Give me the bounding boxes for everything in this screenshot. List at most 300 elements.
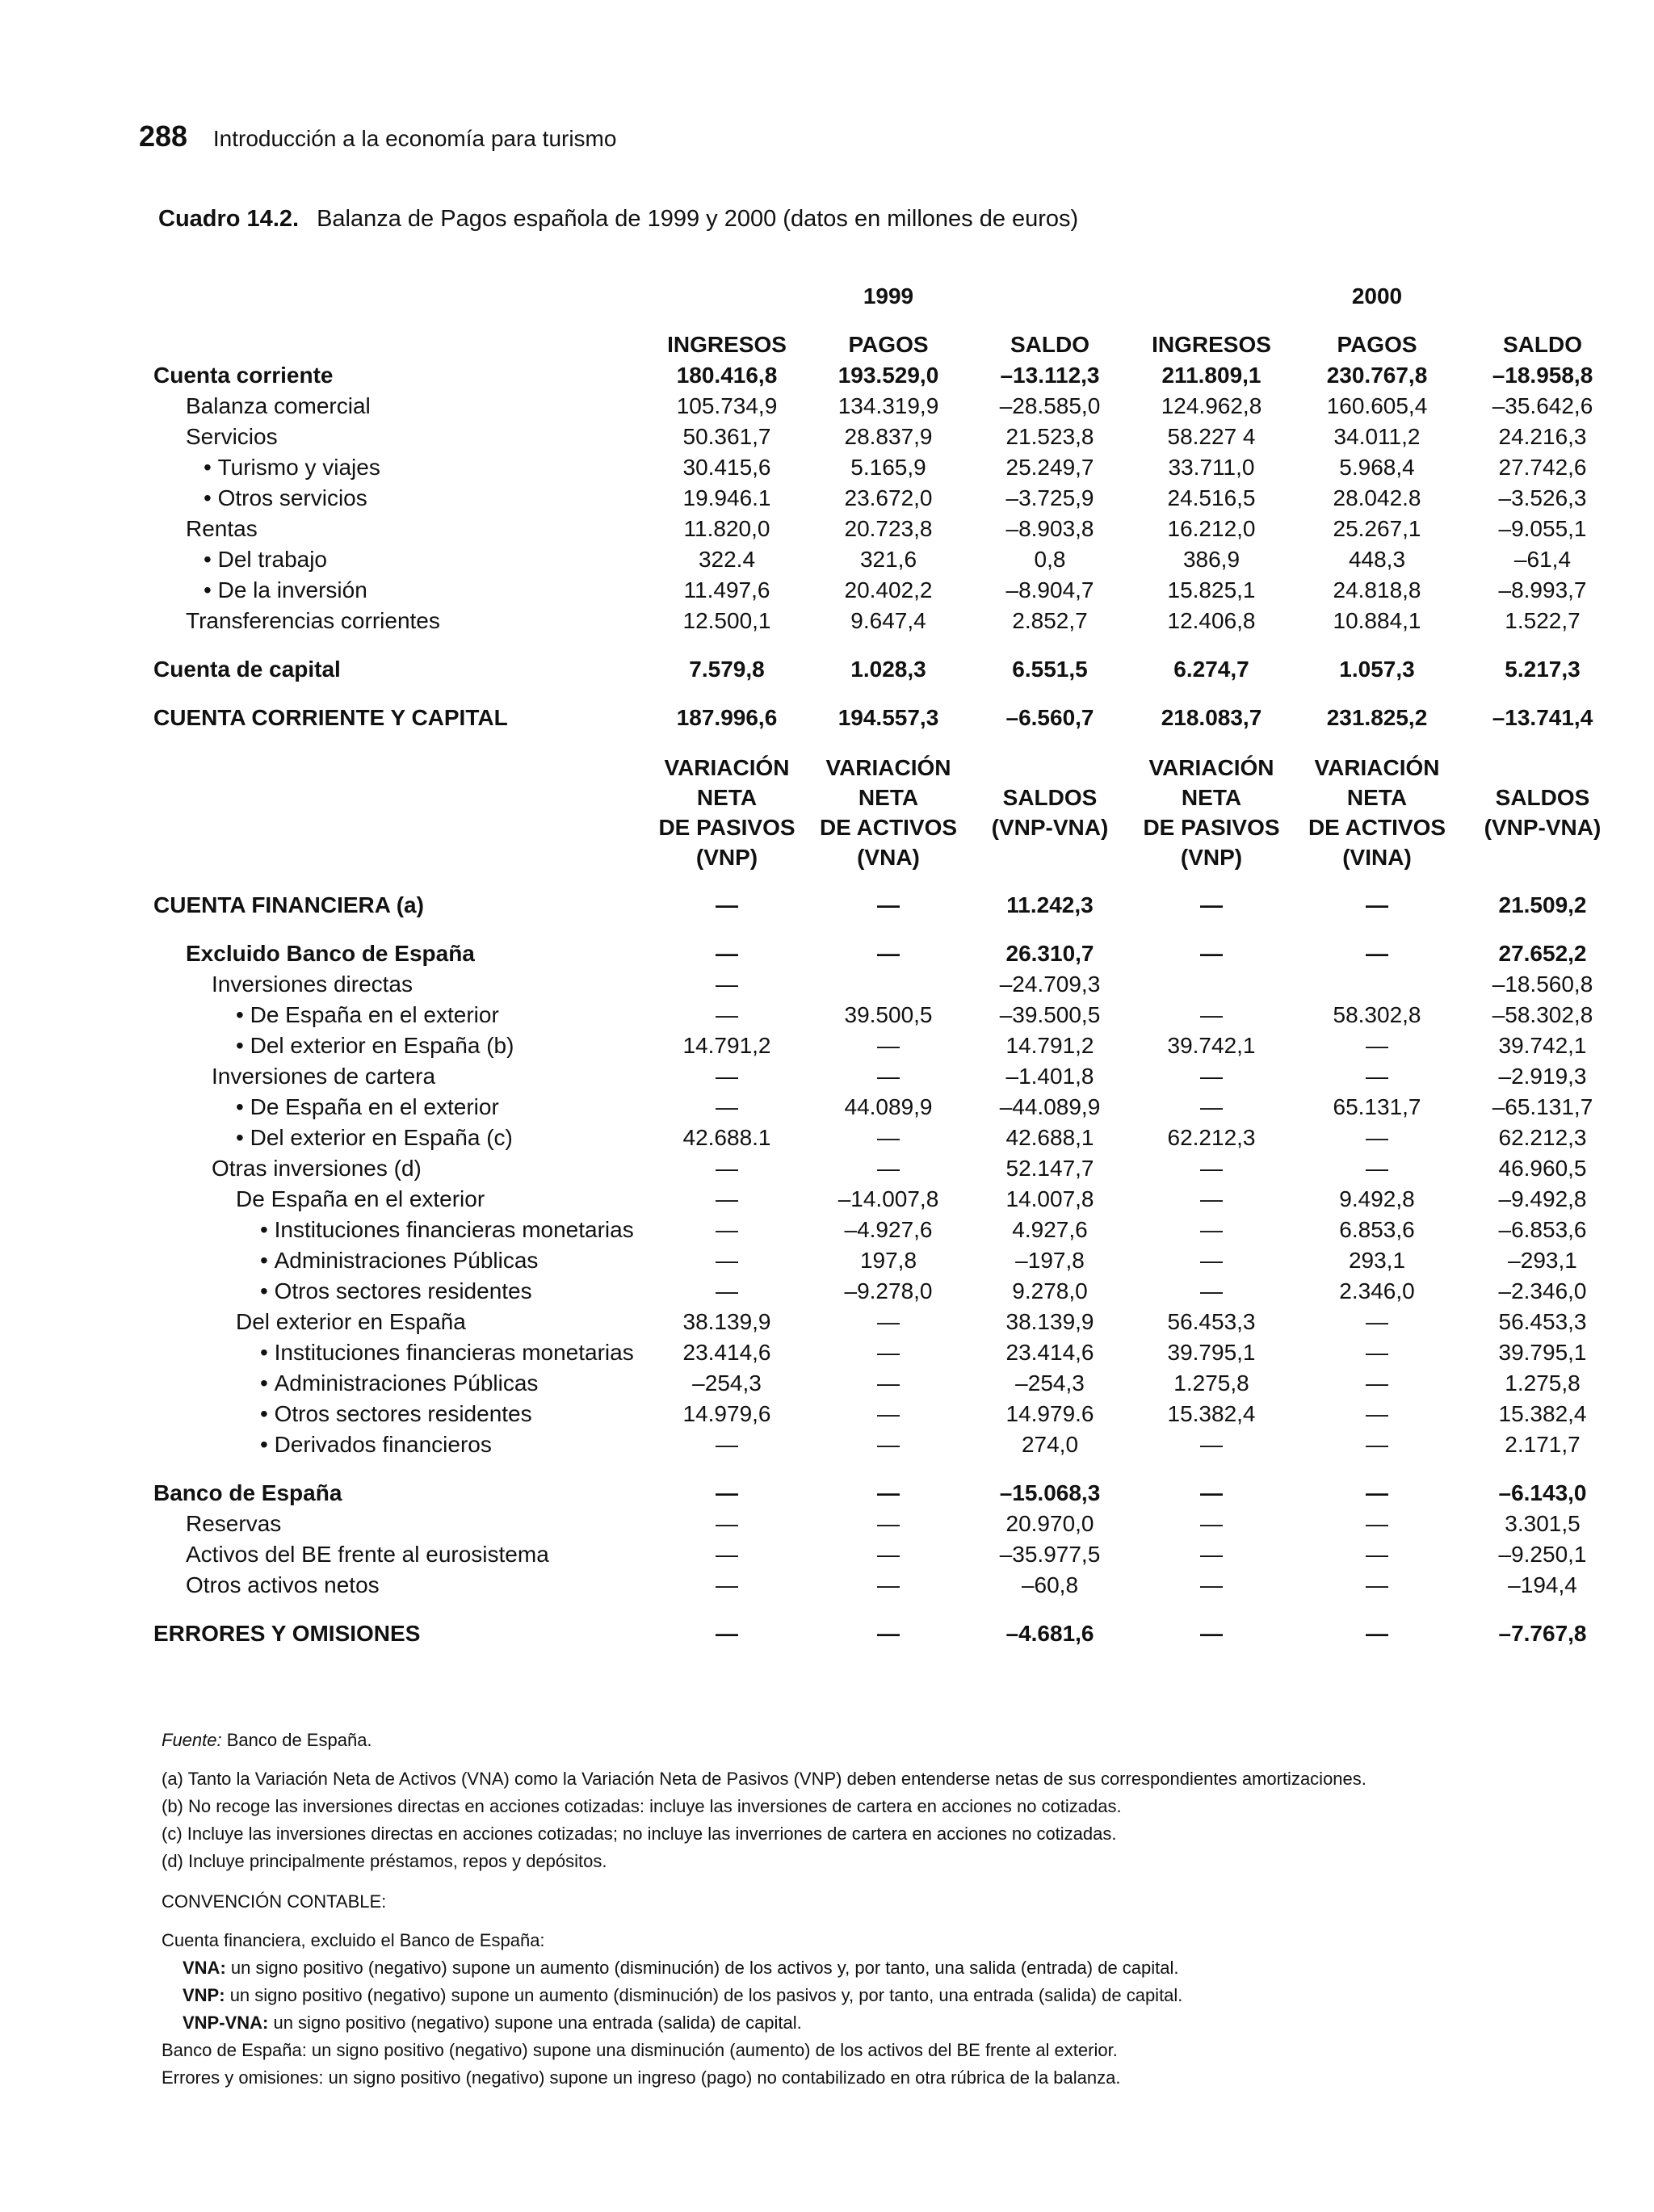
value-cell: — [1200, 1248, 1223, 1273]
value-cell: — [1366, 1156, 1388, 1181]
bank-of-spain-note: Banco de España: un signo positivo (negativo) supone una disminución (aumento) de los activos del BE frente al exterior. [162, 2040, 1118, 2060]
value-cell: — [877, 1370, 900, 1396]
value-cell: 9.492,8 [1339, 1186, 1415, 1211]
value-cell: 38.139,9 [1005, 1309, 1094, 1334]
value-cell: 39.500,5 [844, 1002, 933, 1027]
value-cell: — [716, 1542, 738, 1567]
value-cell: 42.688,1 [1005, 1125, 1094, 1150]
value-cell: — [1200, 1480, 1223, 1505]
value-cell: 23.414,6 [1005, 1340, 1094, 1365]
value-cell: 105.734,9 [676, 393, 778, 418]
value-cell: 194.557,3 [837, 705, 939, 730]
value-cell: 65.131,7 [1333, 1094, 1421, 1119]
value-cell: — [716, 1278, 738, 1303]
value-cell: — [877, 1125, 900, 1150]
value-cell: 134.319,9 [837, 393, 939, 418]
value-cell: 1.275,8 [1505, 1370, 1581, 1396]
col-pagos-2000: PAGOS [1337, 332, 1417, 357]
row-label: • Del exterior en España (c) [153, 1123, 646, 1153]
value-cell [1292, 969, 1462, 1000]
value-cell: –254,3 [692, 1370, 762, 1396]
row-label: Activos del BE frente al eurosistema [186, 1542, 549, 1567]
table-row [153, 1337, 1623, 1368]
row-label: Reservas [186, 1511, 282, 1536]
table-row [153, 703, 1623, 733]
page-number: 288 [139, 120, 188, 153]
value-cell: 231.825,2 [1326, 705, 1428, 730]
value-cell: 27.742,6 [1498, 455, 1587, 480]
value-cell: — [877, 1064, 900, 1089]
value-cell: — [1200, 1621, 1223, 1646]
value-cell: 58.227 4 [1167, 424, 1256, 449]
caption-label: Cuadro 14.2. [158, 206, 300, 232]
value-cell: — [716, 1217, 738, 1242]
col-vnp-1999: VARIACIÓN NETA DE PASIVOS (VNP) [658, 755, 796, 870]
value-cell: –28.585,0 [999, 393, 1101, 418]
value-cell: 2.852,7 [1012, 608, 1088, 633]
row-label: Rentas [186, 516, 258, 541]
table-row [153, 1429, 1623, 1460]
value-cell: –24.709,3 [999, 972, 1101, 997]
table-row [153, 1184, 1623, 1215]
value-cell: — [1366, 1401, 1388, 1426]
row-label: Balanza comercial [186, 393, 371, 418]
value-cell: — [1200, 1217, 1223, 1242]
value-cell: –65.131,7 [1492, 1094, 1593, 1119]
row-label: ERRORES Y OMISIONES [153, 1621, 421, 1646]
value-cell: — [716, 1094, 738, 1119]
value-cell: — [716, 1480, 738, 1505]
value-cell: — [1200, 1186, 1223, 1211]
value-cell: 21.509,2 [1498, 892, 1587, 917]
value-cell: –293,1 [1508, 1248, 1577, 1273]
row-label: De España en el exterior [236, 1186, 485, 1211]
table-row [153, 452, 1623, 483]
value-cell: –254,3 [1015, 1370, 1085, 1396]
value-cell: — [1366, 941, 1388, 966]
footnote-d: (d) Incluye principalmente préstamos, repos y depósitos. [162, 1851, 607, 1871]
value-cell: — [1366, 1064, 1388, 1089]
value-cell: — [1200, 1542, 1223, 1567]
table-row [153, 544, 1623, 575]
table-row [153, 1478, 1623, 1509]
value-cell: — [1200, 1572, 1223, 1597]
table-row [153, 890, 1623, 921]
source-note: Fuente: Banco de España. [162, 1730, 372, 1750]
value-cell: 5.968,4 [1339, 455, 1415, 480]
value-cell: — [877, 1156, 900, 1181]
value-cell: — [877, 1480, 900, 1505]
value-cell: –39.500,5 [999, 1002, 1101, 1027]
year-2000: 2000 [1351, 283, 1403, 309]
row-label: Inversiones directas [212, 972, 414, 997]
col-vna-1999: VARIACIÓN NETA DE ACTIVOS (VNA) [819, 755, 958, 870]
table-row [153, 483, 1623, 514]
value-cell: –60,8 [1021, 1572, 1079, 1597]
value-cell: 274,0 [1021, 1432, 1079, 1457]
table-row [153, 1245, 1623, 1276]
value-cell: — [1366, 1480, 1388, 1505]
col-saldo-1999: SALDO [1010, 332, 1089, 357]
value-cell: 2.171,7 [1505, 1432, 1581, 1457]
value-cell: — [877, 941, 900, 966]
value-cell: 448,3 [1348, 547, 1406, 572]
value-cell: — [1200, 1156, 1223, 1181]
value-cell: 39.742,1 [1498, 1033, 1587, 1058]
value-cell: — [877, 1621, 900, 1646]
value-cell: –9.055,1 [1498, 516, 1587, 541]
value-cell: — [716, 1002, 738, 1027]
value-cell: –2.346,0 [1498, 1278, 1587, 1303]
value-cell: 0,8 [1034, 547, 1066, 572]
table-row [153, 1061, 1623, 1092]
year-header-row [153, 265, 1623, 312]
value-cell: 6.853,6 [1339, 1217, 1415, 1242]
value-cell: 39.742,1 [1167, 1033, 1256, 1058]
value-cell: –14.007,8 [837, 1186, 939, 1211]
value-cell: — [1366, 1370, 1388, 1396]
value-cell: — [1366, 1432, 1388, 1457]
value-cell: 58.302,8 [1333, 1002, 1421, 1027]
value-cell [808, 969, 969, 1000]
row-label: Cuenta corriente [153, 363, 334, 388]
row-label: Transferencias corrientes [186, 608, 440, 633]
value-cell: 28.837,9 [844, 424, 933, 449]
footnote-c: (c) Incluye las inversiones directas en acciones cotizadas; no incluye las inverriones de cartera en acciones no cotizadas. [162, 1824, 1117, 1844]
value-cell: — [716, 1186, 738, 1211]
row-label: • Instituciones financieras monetarias [153, 1215, 646, 1245]
table-caption [158, 206, 1078, 233]
value-cell: — [716, 972, 738, 997]
value-cell: –8.903,8 [1005, 516, 1094, 541]
row-label: • De España en el exterior [153, 1000, 646, 1030]
table-row [153, 1030, 1623, 1061]
value-cell: –18.958,8 [1492, 363, 1593, 388]
value-cell: 20.970,0 [1005, 1511, 1094, 1536]
value-cell: 50.361,7 [682, 424, 771, 449]
vna-note: VNA: un signo positivo (negativo) supone un aumento (disminución) de los activos y, por tanto, una salida (entrada) de capital. [183, 1958, 1179, 1978]
value-cell: — [877, 892, 900, 917]
value-cell: 39.795,1 [1498, 1340, 1587, 1365]
table-row [153, 575, 1623, 606]
value-cell: 26.310,7 [1005, 941, 1094, 966]
value-cell: 62.212,3 [1498, 1125, 1587, 1150]
value-cell: — [877, 1033, 900, 1058]
table-row [153, 1618, 1623, 1649]
value-cell: — [877, 1511, 900, 1536]
value-cell: –61,4 [1513, 547, 1572, 572]
value-cell: 42.688.1 [682, 1125, 771, 1150]
year-1999: 1999 [863, 283, 914, 309]
value-cell: 12.406,8 [1167, 608, 1256, 633]
value-cell: 1.057,3 [1339, 657, 1415, 682]
value-cell: 25.249,7 [1005, 455, 1094, 480]
value-cell: — [716, 1248, 738, 1273]
value-cell: 14.791,2 [682, 1033, 771, 1058]
value-cell: 19.946.1 [682, 485, 771, 510]
value-cell: — [1200, 1094, 1223, 1119]
value-cell: –58.302,8 [1492, 1002, 1593, 1027]
value-cell: 14.979.6 [1005, 1401, 1094, 1426]
errors-note: Errores y omisiones: un signo positivo (negativo) supone un ingreso (pago) no contabilizado en otra rúbrica de la balanza. [162, 2067, 1121, 2088]
col-vnp-2000: VARIACIÓN NETA DE PASIVOS (VNP) [1143, 755, 1280, 870]
row-label: Otros activos netos [186, 1572, 380, 1597]
vnp-vna-note: VNP-VNA: un signo positivo (negativo) supone una entrada (salida) de capital. [183, 2013, 802, 2033]
value-cell: 21.523,8 [1005, 424, 1094, 449]
value-cell: 218.083,7 [1161, 705, 1262, 730]
table-notes [162, 1727, 1615, 2092]
value-cell: –2.919,3 [1498, 1064, 1587, 1089]
value-cell: 10.884,1 [1333, 608, 1421, 633]
table-row [153, 606, 1623, 636]
value-cell: 7.579,8 [689, 657, 765, 682]
value-cell: 46.960,5 [1498, 1156, 1587, 1181]
row-label: • Derivados financieros [153, 1429, 646, 1460]
value-cell: 6.551,5 [1012, 657, 1088, 682]
value-cell: –1.401,8 [1005, 1064, 1094, 1089]
table-row [153, 1092, 1623, 1123]
running-title: Introducción a la economía para turismo [212, 126, 617, 151]
col-saldo-2000: SALDO [1503, 332, 1582, 357]
footnote-a: (a) Tanto la Variación Neta de Activos (VNA) como la Variación Neta de Pasivos (VNP) deben entenderse netas de sus correspondientes amortizaciones. [162, 1769, 1366, 1789]
value-cell: 62.212,3 [1167, 1125, 1256, 1150]
value-cell: 3.301,5 [1505, 1511, 1581, 1536]
table-row [153, 422, 1623, 452]
table-row [153, 1509, 1623, 1539]
value-cell: 20.723,8 [844, 516, 933, 541]
row-label: • Instituciones financieras monetarias [153, 1337, 646, 1368]
value-cell: — [877, 1401, 900, 1426]
row-label: • Administraciones Públicas [153, 1368, 646, 1399]
value-cell: –6.560,7 [1005, 705, 1094, 730]
value-cell: — [1366, 1309, 1388, 1334]
value-cell: –3.725,9 [1005, 485, 1094, 510]
value-cell: 9.278,0 [1012, 1278, 1088, 1303]
value-cell: 180.416,8 [676, 363, 778, 388]
value-cell: 24.216,3 [1498, 424, 1587, 449]
value-cell: 230.767,8 [1326, 363, 1428, 388]
table-row [153, 1123, 1623, 1153]
value-cell: –6.853,6 [1498, 1217, 1587, 1242]
value-cell: 30.415,6 [682, 455, 771, 480]
col-saldos-2000: SALDOS (VNP-VNA) [1484, 785, 1602, 840]
table-row [153, 1276, 1623, 1307]
value-cell: 11.820,0 [683, 516, 770, 541]
table-row [153, 654, 1623, 685]
row-label: • Otros sectores residentes [153, 1276, 646, 1307]
col-vna-2000: VARIACIÓN NETA DE ACTIVOS (VINA) [1308, 755, 1446, 870]
table-row [153, 1307, 1623, 1337]
value-cell: 193.529,0 [837, 363, 939, 388]
value-cell: 27.652,2 [1498, 941, 1587, 966]
value-cell: 1.028,3 [850, 657, 926, 682]
value-cell: — [1200, 892, 1223, 917]
financial-column-header-row [153, 733, 1623, 890]
value-cell: — [877, 1309, 900, 1334]
value-cell: — [1200, 1002, 1223, 1027]
value-cell: 1.522,7 [1505, 608, 1581, 633]
row-label: CUENTA FINANCIERA (a) [153, 892, 424, 917]
value-cell: 2.346,0 [1339, 1278, 1415, 1303]
table-row [153, 1153, 1623, 1184]
value-cell: 321,6 [859, 547, 917, 572]
value-cell: — [1366, 892, 1388, 917]
row-label: • Otros servicios [153, 483, 646, 514]
value-cell: 197,8 [859, 1248, 917, 1273]
value-cell: 15.382,4 [1498, 1401, 1587, 1426]
row-label: • De España en el exterior [153, 1092, 646, 1123]
value-cell: 24.516,5 [1167, 485, 1256, 510]
value-cell: –35.977,5 [999, 1542, 1101, 1567]
table-row [153, 1399, 1623, 1429]
value-cell: — [716, 1156, 738, 1181]
running-header [139, 120, 616, 153]
row-label: • Turismo y viajes [153, 452, 646, 483]
value-cell: –8.993,7 [1498, 577, 1587, 602]
value-cell: –6.143,0 [1498, 1480, 1587, 1505]
value-cell: 4.927,6 [1012, 1217, 1088, 1242]
value-cell: — [1200, 1064, 1223, 1089]
value-cell: –18.560,8 [1492, 972, 1593, 997]
table-row [153, 1570, 1623, 1601]
value-cell: — [1366, 1125, 1388, 1150]
value-cell: 9.647,4 [850, 608, 926, 633]
value-cell: 38.139,9 [682, 1309, 771, 1334]
row-label: Otras inversiones (d) [212, 1156, 422, 1181]
row-label: Banco de España [153, 1480, 342, 1505]
value-cell: 39.795,1 [1167, 1340, 1256, 1365]
row-label: • Del exterior en España (b) [153, 1030, 646, 1061]
value-cell: –194,4 [1508, 1572, 1577, 1597]
col-ingresos-2000: INGRESOS [1152, 332, 1271, 357]
value-cell: –13.741,4 [1492, 705, 1593, 730]
value-cell: — [1366, 1033, 1388, 1058]
row-label: Cuenta de capital [153, 657, 341, 682]
value-cell: –13.112,3 [1000, 363, 1100, 388]
value-cell: — [716, 1511, 738, 1536]
value-cell: — [716, 892, 738, 917]
value-cell: –9.278,0 [844, 1278, 933, 1303]
value-cell: — [716, 1621, 738, 1646]
convention-title: CONVENCIÓN CONTABLE: [162, 1891, 387, 1912]
value-cell: 33.711,0 [1168, 455, 1255, 480]
value-cell: –44.089,9 [999, 1094, 1101, 1119]
value-cell: 6.274,7 [1173, 657, 1249, 682]
value-cell: 15.825,1 [1167, 577, 1256, 602]
caption-text: Balanza de Pagos española de 1999 y 2000 (datos en millones de euros) [317, 206, 1079, 232]
value-cell: 14.979,6 [682, 1401, 771, 1426]
vnp-note: VNP: un signo positivo (negativo) supone un aumento (disminución) de los pasivos y, por tanto, una entrada (salida) de capital. [183, 1985, 1183, 2005]
value-cell: 56.453,3 [1167, 1309, 1256, 1334]
value-cell: –4.681,6 [1005, 1621, 1094, 1646]
value-cell: 24.818,8 [1333, 577, 1421, 602]
value-cell: –3.526,3 [1498, 485, 1587, 510]
value-cell: — [877, 1572, 900, 1597]
row-label: Excluido Banco de España [186, 941, 475, 966]
value-cell: — [716, 1572, 738, 1597]
value-cell: 5.165,9 [850, 455, 926, 480]
value-cell: 11.497,6 [683, 577, 770, 602]
value-cell: — [1366, 1340, 1388, 1365]
table-row [153, 938, 1623, 969]
col-saldos-1999: SALDOS (VNP-VNA) [991, 785, 1109, 840]
value-cell: 124.962,8 [1161, 393, 1262, 418]
value-cell: — [716, 1064, 738, 1089]
row-label: • De la inversión [153, 575, 646, 606]
row-label: Del exterior en España [236, 1309, 466, 1334]
value-cell: — [1366, 1572, 1388, 1597]
table-row [153, 1000, 1623, 1030]
value-cell: –15.068,3 [999, 1480, 1101, 1505]
row-label: • Administraciones Públicas [153, 1245, 646, 1276]
value-cell: 28.042.8 [1333, 485, 1421, 510]
value-cell: –7.767,8 [1498, 1621, 1587, 1646]
value-cell: — [716, 941, 738, 966]
value-cell: 44.089,9 [844, 1094, 933, 1119]
value-cell: 56.453,3 [1498, 1309, 1587, 1334]
row-label: Servicios [186, 424, 278, 449]
table-row [153, 1368, 1623, 1399]
value-cell: 211.809,1 [1161, 363, 1261, 388]
value-cell: –8.904,7 [1005, 577, 1094, 602]
value-cell: 25.267,1 [1333, 516, 1421, 541]
column-header-row [153, 312, 1623, 360]
value-cell: — [877, 1432, 900, 1457]
value-cell: 293,1 [1348, 1248, 1406, 1273]
row-label: • Del trabajo [153, 544, 646, 575]
table-row [153, 969, 1623, 1000]
value-cell: 1.275,8 [1173, 1370, 1249, 1396]
table-row [153, 391, 1623, 422]
value-cell: 322.4 [698, 547, 756, 572]
value-cell: — [1200, 1432, 1223, 1457]
value-cell: 14.791,2 [1005, 1033, 1094, 1058]
value-cell: 386,9 [1182, 547, 1240, 572]
balance-of-payments-table [153, 265, 1623, 1649]
value-cell: 11.242,3 [1006, 892, 1094, 917]
value-cell: — [1366, 1621, 1388, 1646]
value-cell: 187.996,6 [676, 705, 778, 730]
value-cell: — [877, 1542, 900, 1567]
value-cell: 23.414,6 [682, 1340, 771, 1365]
value-cell: –9.492,8 [1498, 1186, 1587, 1211]
value-cell [1131, 969, 1292, 1000]
table-row [153, 360, 1623, 391]
financial-intro: Cuenta financiera, excluido el Banco de España: [162, 1930, 545, 1950]
col-pagos-1999: PAGOS [848, 332, 929, 357]
value-cell: –9.250,1 [1498, 1542, 1587, 1567]
value-cell: 15.382,4 [1167, 1401, 1256, 1426]
value-cell: 16.212,0 [1167, 516, 1256, 541]
value-cell: — [1366, 1511, 1388, 1536]
value-cell: 23.672,0 [844, 485, 933, 510]
value-cell: 160.605,4 [1326, 393, 1428, 418]
value-cell: –4.927,6 [844, 1217, 933, 1242]
row-label: Inversiones de cartera [212, 1064, 436, 1089]
value-cell: — [716, 1432, 738, 1457]
value-cell: –35.642,6 [1492, 393, 1593, 418]
value-cell: — [1200, 1511, 1223, 1536]
table-row [153, 514, 1623, 544]
value-cell: — [1200, 941, 1223, 966]
table-row [153, 1539, 1623, 1570]
value-cell: 14.007,8 [1005, 1186, 1094, 1211]
value-cell: — [877, 1340, 900, 1365]
value-cell: — [1366, 1542, 1388, 1567]
value-cell: 12.500,1 [682, 608, 771, 633]
row-label: • Otros sectores residentes [153, 1399, 646, 1429]
value-cell: –197,8 [1015, 1248, 1085, 1273]
